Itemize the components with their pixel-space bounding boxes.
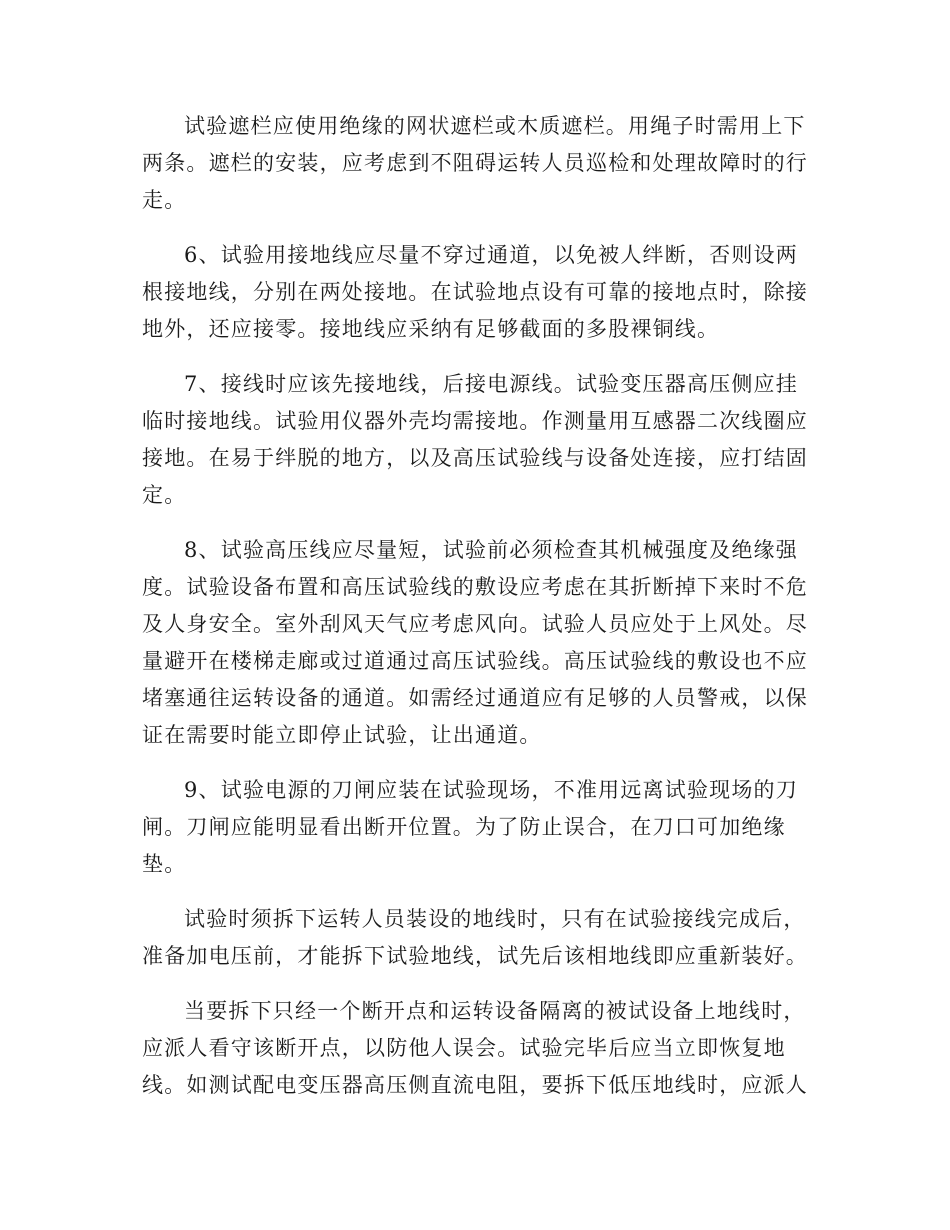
paragraph-item-6: 6、试验用接地线应尽量不穿过通道，以免被人绊断，否则设两根接地线，分别在两处接地。在试验地点设有可靠的接地点时，除接地外，还应接零。接地线应采纳有足够截面的多股裸铜线。 (142, 243, 808, 341)
paragraph-barrier: 试验遮栏应使用绝缘的网状遮栏或木质遮栏。用绳子时需用上下两条。遮栏的安装，应考虑到不阻碍运转人员巡检和处理故障时的行走。 (142, 114, 808, 212)
paragraph-ground-removal: 试验时须拆下运转人员装设的地线时，只有在试验接线完成后，准备加电压前，才能拆下试验地线，试先后该相地线即应重新装好。 (142, 907, 808, 968)
document-body (142, 108, 810, 1122)
paragraph-item-8: 8、试验高压线应尽量短，试验前必须检查其机械强度及绝缘强度。试验设备布置和高压试验线的敷设应考虑在其折断掉下来时不危及人身安全。室外刮风天气应考虑风向。试验人员应处于上风处。尽量避开在楼梯走廊或过道通过高压试验线。高压试验线的敷设也不应堵塞通往运转设备的通道。如需经过通道应有足够的人员警戒，以保证在需要时能立即停止试验，让出通道。 (142, 538, 808, 747)
paragraph-item-7: 7、接线时应该先接地线，后接电源线。试验变压器高压侧应挂临时接地线。试验用仪器外壳均需接地。作测量用互感器二次线圈应接地。在易于绊脱的地方，以及高压试验线与设备处连接，应打结固定。 (142, 372, 808, 507)
paragraph-isolation-point: 当要拆下只经一个断开点和运转设备隔离的被试设备上地线时，应派人看守该断开点，以防他人误会。试验完毕后应当立即恢复地线。如测试配电变压器高压侧直流电阻，要拆下低压地线时，应派人 (142, 999, 808, 1097)
paragraph-item-9: 9、试验电源的刀闸应装在试验现场，不准用远离试验现场的刀闸。刀闸应能明显看出断开位置。为了防止误合，在刀口可加绝缘垫。 (142, 778, 798, 876)
